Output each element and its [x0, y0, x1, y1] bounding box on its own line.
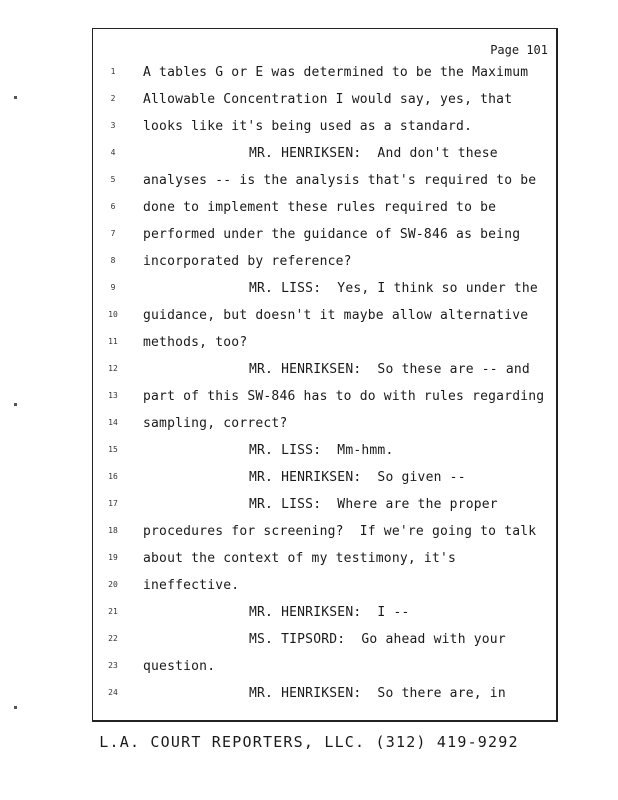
transcript-line: [93, 335, 559, 362]
transcript-line: [93, 389, 559, 416]
margin-mark: [14, 706, 17, 709]
line-number: 13: [108, 391, 118, 400]
line-number: 17: [108, 499, 118, 508]
margin-mark: [14, 403, 17, 406]
transcript-line: [93, 578, 559, 605]
transcript-line: [93, 119, 559, 146]
transcript-line: [93, 632, 559, 659]
transcript-line: [93, 281, 559, 308]
line-text: MR. LISS: Mm-hmm.: [249, 443, 394, 458]
line-text: part of this SW-846 has to do with rules regarding: [143, 389, 545, 404]
page-number: Page 101: [490, 43, 548, 57]
line-text: question.: [143, 659, 216, 674]
line-number: 4: [110, 148, 116, 157]
transcript-line: [93, 146, 559, 173]
line-number: 9: [110, 283, 116, 292]
transcript-line: [93, 254, 559, 281]
line-number: 22: [108, 634, 118, 643]
line-text: MR. HENRIKSEN: So there are, in: [249, 686, 506, 701]
transcript-line: [93, 308, 559, 335]
transcript-line: [93, 362, 559, 389]
line-number: 16: [108, 472, 118, 481]
line-text: MR. LISS: Where are the proper: [249, 497, 498, 512]
line-number: 18: [108, 526, 118, 535]
transcript-line: [93, 416, 559, 443]
line-text: looks like it's being used as a standard.: [143, 119, 473, 134]
transcript-line: [93, 551, 559, 578]
line-number: 21: [108, 607, 118, 616]
line-text: performed under the guidance of SW-846 as being: [143, 227, 521, 242]
line-number: 10: [108, 310, 118, 319]
court-reporter-footer: L.A. COURT REPORTERS, LLC. (312) 419-9292: [99, 733, 519, 751]
line-text: guidance, but doesn't it maybe allow alternative: [143, 308, 529, 323]
transcript-line: [93, 92, 559, 119]
line-number: 1: [110, 67, 116, 76]
line-text: Allowable Concentration I would say, yes, that: [143, 92, 513, 107]
line-text: MS. TIPSORD: Go ahead with your: [249, 632, 506, 647]
transcript-line: [93, 470, 559, 497]
line-number: 11: [108, 337, 118, 346]
line-text: MR. HENRIKSEN: I --: [249, 605, 410, 620]
transcript-line: [93, 497, 559, 524]
line-number: 2: [110, 94, 116, 103]
transcript-line: [93, 227, 559, 254]
transcript-line: [93, 659, 559, 686]
line-text: procedures for screening? If we're going to talk: [143, 524, 537, 539]
line-text: MR. LISS: Yes, I think so under the: [249, 281, 538, 296]
line-text: incorporated by reference?: [143, 254, 352, 269]
transcript-line: [93, 173, 559, 200]
line-number: 6: [110, 202, 116, 211]
line-number: 20: [108, 580, 118, 589]
line-text: analyses -- is the analysis that's required to be: [143, 173, 537, 188]
line-text: A tables G or E was determined to be the Maximum: [143, 65, 529, 80]
line-text: MR. HENRIKSEN: So these are -- and: [249, 362, 530, 377]
line-number: 12: [108, 364, 118, 373]
margin-mark: [14, 96, 17, 99]
line-number: 5: [110, 175, 116, 184]
line-number: 23: [108, 661, 118, 670]
transcript-line: [93, 200, 559, 227]
line-text: methods, too?: [143, 335, 248, 350]
transcript-line: [93, 686, 559, 713]
line-number: 15: [108, 445, 118, 454]
transcript-line: [93, 524, 559, 551]
transcript-line: [93, 443, 559, 470]
line-text: MR. HENRIKSEN: So given --: [249, 470, 466, 485]
transcript-page-frame: [92, 28, 558, 722]
line-text: done to implement these rules required to be: [143, 200, 497, 215]
line-number: 7: [110, 229, 116, 238]
line-text: sampling, correct?: [143, 416, 288, 431]
line-text: ineffective.: [143, 578, 240, 593]
transcript-line: [93, 65, 559, 92]
line-number: 19: [108, 553, 118, 562]
line-text: about the context of my testimony, it's: [143, 551, 457, 566]
line-number: 3: [110, 121, 116, 130]
line-text: MR. HENRIKSEN: And don't these: [249, 146, 498, 161]
line-number: 8: [110, 256, 116, 265]
transcript-line: [93, 605, 559, 632]
line-number: 24: [108, 688, 118, 697]
line-number: 14: [108, 418, 118, 427]
